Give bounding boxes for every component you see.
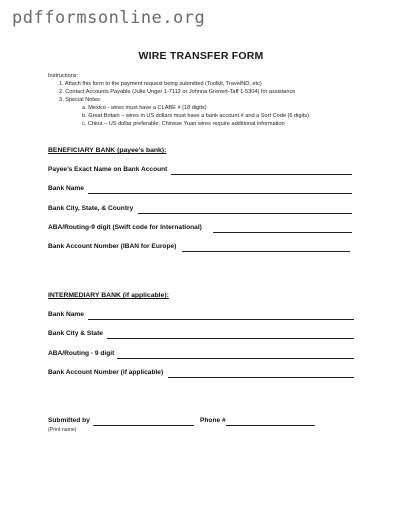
instruction-item: 3. Special Notes: [59, 97, 102, 103]
account-number-label: Bank Account Number (IBAN for Europe) [48, 243, 177, 250]
bank-city-label: Bank City, State, & Country [48, 205, 134, 212]
instruction-note: a. Mexico - wires must have a CLABE # (18 digits) [82, 105, 207, 111]
instruction-note: c. China – US dollar preferable. Chinese Yuan wires require additional information [82, 121, 285, 127]
instruction-note: b. Great Britain – wires in US dollars must have a bank account # and a Sort Code (6 digits) [82, 113, 309, 119]
beneficiary-section-heading: BENEFICIARY BANK (payee’s bank): [48, 147, 167, 154]
instructions-heading: Instructions: [48, 73, 79, 79]
submitted-by-label: Submitted by [48, 417, 90, 424]
payee-name-label: Payee’s Exact Name on Bank Account [48, 166, 168, 173]
intermediary-city-field[interactable] [107, 338, 354, 339]
instruction-item: 2. Contact Accounts Payable (Julie Unger 1-7112 or Johnna Grenert-Taff 1-5304) for assistance [59, 89, 296, 95]
bank-name-label: Bank Name [48, 185, 84, 192]
account-number-field[interactable] [182, 251, 350, 252]
intermediary-city-label: Bank City & State [48, 330, 103, 337]
aba-routing-field[interactable] [213, 232, 352, 233]
intermediary-account-label: Bank Account Number (if applicable) [48, 369, 164, 376]
intermediary-account-field[interactable] [168, 377, 354, 378]
phone-label: Phone # [200, 417, 226, 424]
intermediary-section-heading: INTERMEDIARY BANK (if applicable): [48, 292, 169, 299]
form-title: WIRE TRANSFER FORM [138, 50, 264, 62]
intermediary-bank-name-field[interactable] [88, 319, 354, 320]
intermediary-aba-label: ABA/Routing - 9 digit [48, 350, 115, 357]
payee-name-field[interactable] [171, 174, 352, 175]
print-name-note: (Print name) [48, 427, 77, 433]
bank-city-field[interactable] [138, 213, 352, 214]
intermediary-bank-name-label: Bank Name [48, 311, 84, 318]
instruction-item: 1. Attach this form to the payment request being submitted (Toolkit, TravelND, etc) [59, 81, 262, 87]
intermediary-aba-field[interactable] [117, 358, 354, 359]
submitted-by-field[interactable] [93, 425, 194, 426]
bank-name-field[interactable] [88, 193, 352, 194]
watermark-text: pdfformsonline.org [12, 8, 206, 28]
aba-routing-label: ABA/Routing-9 digit (Swift code for International) [48, 224, 202, 231]
phone-field[interactable] [226, 425, 315, 426]
